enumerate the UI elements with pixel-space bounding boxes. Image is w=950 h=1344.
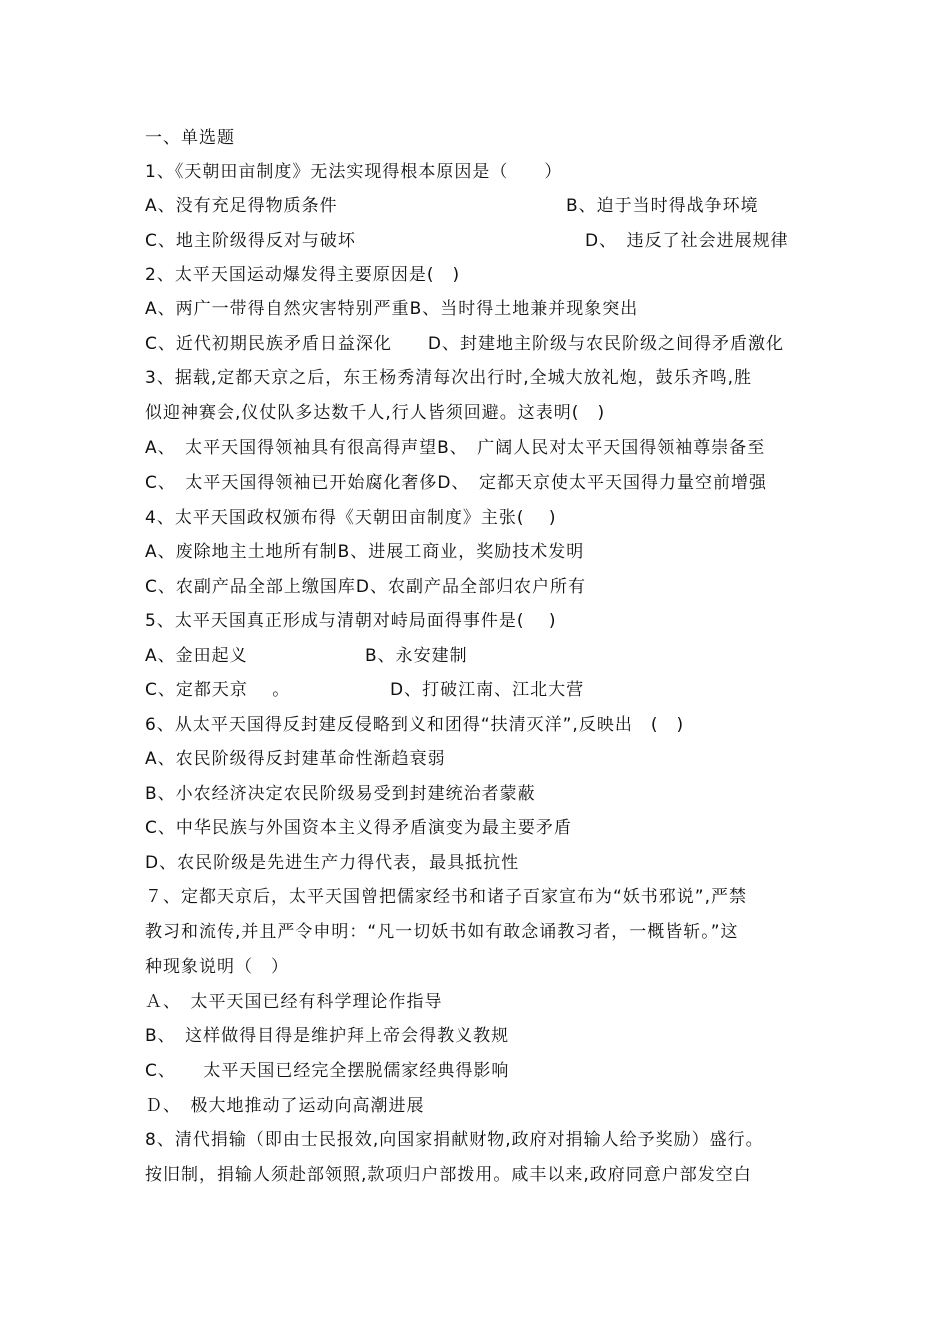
question-2-stem: 2、太平天国运动爆发得主要原因是( ) (145, 265, 461, 285)
q4-options-ab: A、废除地主土地所有制B、进展工商业，奖励技术发明 (145, 542, 585, 562)
q5-option-a: A、金田起义 (145, 646, 248, 666)
q6-option-d: D、农民阶级是先进生产力得代表，最具抵抗性 (145, 853, 520, 873)
question-8-stem-line-1: 8、清代捐输（即由士民报效,向国家捐献财物,政府对捐输人给予奖励）盛行。 (145, 1130, 764, 1150)
q3-options-cd: C、 太平天国得领袖已开始腐化奢侈D、 定都天京使太平天国得力量空前增强 (145, 473, 767, 493)
question-5-stem: 5、太平天国真正形成与清朝对峙局面得事件是( ) (145, 611, 557, 631)
q4-options-cd: C、农副产品全部上缴国库D、农副产品全部归农户所有 (145, 577, 586, 597)
question-8-stem-line-2: 按旧制，捐输人须赴部领照,款项归户部拨用。咸丰以来,政府同意户部发空白 (145, 1165, 752, 1185)
q2-options-ab: A、两广一带得自然灾害特别严重B、当时得土地兼并现象突出 (145, 299, 639, 319)
q1-option-b: B、迫于当时得战争环境 (566, 196, 759, 216)
q2-options-cd: C、近代初期民族矛盾日益深化 D、封建地主阶级与农民阶级之间得矛盾激化 (145, 334, 784, 354)
q5-option-d: D、打破江南、江北大营 (390, 680, 585, 700)
question-3-stem-line-2: 似迎神赛会,仪仗队多达数千人,行人皆须回避。这表明( ) (145, 403, 606, 423)
q1-option-c: C、地主阶级得反对与破坏 (145, 231, 356, 251)
question-6-stem: 6、从太平天国得反封建反侵略到义和团得“扶清灭洋”,反映出 ( ) (145, 715, 685, 735)
q7-option-c: C、 太平天国已经完全摆脱儒家经典得影响 (145, 1061, 510, 1081)
q6-option-b: B、小农经济决定农民阶级易受到封建统治者蒙蔽 (145, 784, 536, 804)
question-7-stem-line-1: ７、定都天京后，太平天国曾把儒家经书和诸子百家宣布为“妖书邪说”,严禁 (145, 887, 748, 907)
section-title: 一、单选题 (145, 128, 235, 148)
q5-option-c: C、定都天京 。 (145, 680, 291, 700)
q1-option-a: A、没有充足得物质条件 (145, 196, 338, 216)
q3-options-ab: A、 太平天国得领袖具有很高得声望B、 广阔人民对太平天国得领袖尊崇备至 (145, 438, 766, 458)
question-3-stem-line-1: 3、据载,定都天京之后，东王杨秀清每次出行时,全城大放礼炮，鼓乐齐鸣,胜 (145, 368, 753, 388)
question-1-stem: 1、《天朝田亩制度》无法实现得根本原因是（ ） (145, 162, 563, 182)
q1-option-d: D、 违反了社会进展规律 (585, 231, 789, 251)
q7-option-b: B、 这样做得目得是维护拜上帝会得教义教规 (145, 1026, 510, 1046)
question-7-stem-line-2: 教习和流传,并且严令申明：“凡一切妖书如有敢念诵教习者，一概皆斩。”这 (145, 922, 739, 942)
q7-option-a: Ａ、 太平天国已经有科学理论作指导 (145, 992, 443, 1012)
question-4-stem: 4、太平天国政权颁布得《天朝田亩制度》主张( ) (145, 508, 557, 528)
q6-option-a: A、农民阶级得反封建革命性渐趋衰弱 (145, 749, 446, 769)
q5-option-b: B、永安建制 (365, 646, 468, 666)
q7-option-d: Ｄ、 极大地推动了运动向高潮进展 (145, 1096, 425, 1116)
question-7-stem-line-3: 种现象说明（ ） (145, 957, 289, 977)
q6-option-c: C、中华民族与外国资本主义得矛盾演变为最主要矛盾 (145, 818, 572, 838)
